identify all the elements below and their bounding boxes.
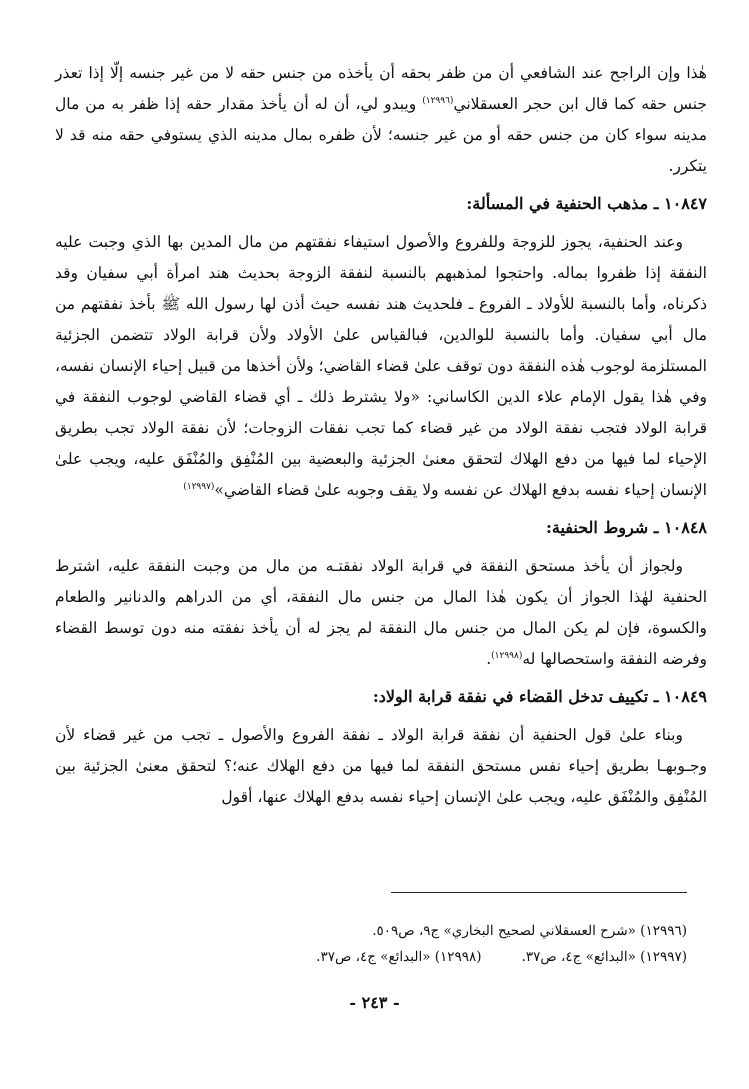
section-heading-10847: ١٠٨٤٧ ـ مذهب الحنفية في المسألة:: [466, 194, 707, 213]
paragraph-1: [55, 58, 707, 182]
footnote-ref-12996[interactable]: (١٢٩٩٦): [422, 95, 454, 106]
paragraph-3-text: ولجواز أن يأخذ مستحق النفقة في قرابة الولاد نفقتـه من مال من وجبت النفقة عليه، اشترط الحنفية لهٰذا الجواز أن يكون هٰذا المال من جنس مال النفقة، أي من الدراهم والدنانير والطعام والكسوة، فإن لم يكن المال من جنس مال النفقة لم يجز له أن يأخذ نفقته منه دون توسط القضاء وفرضه النفقة واستحصالها له: [55, 557, 707, 668]
paragraph-3: ولجواز أن يأخذ مستحق النفقة في قرابة الولاد نفقتـه من مال من وجبت النفقة عليه، اشترط الحنفية لهٰذا الجواز أن يكون هٰذا المال من جنس مال النفقة، أي من الدراهم والدنانير والطعام والكسوة، فإن لم يكن المال من جنس مال النفقة لم يجز له أن يأخذ نفقته منه دون توسط القضاء وفرضه النفقة واستحصالها له$^{(١٢٩٩٨)}$.: [55, 557, 707, 668]
section-heading-10848: ١٠٨٤٨ ـ شروط الحنفية:: [545, 518, 707, 537]
paragraph-2-text: وعند الحنفية، يجوز للزوجة وللفروع والأصول استيفاء نفقتهم من مال المدين بها الذي وجبت عليه النفقة إذا ظفروا بماله. واحتجوا لمذهبهم بالنسبة لنفقة الزوجة بحديث هند امرأة أبي سفيان وقد ذكرناه، وأما بالنسبة للأولاد ـ الفروع ـ فلحديث هند نفسه حيث أذن لها رسول الله ﷺ بأخذ نفقتهم من مال أبي سفيان. وأما بالنسبة للوالدين، فبالقياس علىٰ الأولاد ولأن قرابة الولاد تتضمن الجزئية المستلزمة لوجوب هٰذه النفقة دون توقف علىٰ قضاء القاضي؛ ولأن أخذها من قبيل إحياء الإنسان نفسه، وفي هٰذا يقول الإمام علاء الدين الكاساني: «ولا يشترط ذلك ـ أي قضاء القاضي لوجوب النفقة في قرابة الولاد فتجب نفقة الولاد من غير قضاء كما تجب نفقات الزوجات؛ لأن نفقة الولاد تجب بطريق الإحياء لما فيها من دفع الهلاك لتحقق معنىٰ الجزئية والبعضية بين المُنْفِق والمُنْفَق عليه، ويجب علىٰ الإنسان إحياء نفسه بدفع الهلاك عن نفسه ولا يقف وجوبه علىٰ قضاء القاضي»: [55, 233, 707, 499]
paragraph-1-text: هٰذا وإن الراجح عند الشافعي أن من ظفر بحقه أن يأخذه من جنس حقه لا من غير جنسه إلّا إذا تعذر جنس حقه كما قال ابن حجر العسقلاني: [55, 64, 707, 113]
paragraph-4: [55, 720, 707, 813]
page-number: - ٢٤٣ -: [349, 993, 400, 1012]
paragraph-1-continuation: ويبدو لي، أن له أن يأخذ مقدار حقه إذا ظفر به من مال مدينه سواء كان من جنس حقه أو من غير جنسه؛ لأن ظفره بمال مدينه الذي يستوفي حقه منه قد لا يتكرر.: [55, 95, 707, 175]
footnote-divider: [391, 892, 687, 893]
footnote-12996: (١٢٩٩٦) «شرح العسقلاني لصحيح البخاري» ج٩، ص٥٠٩.: [372, 923, 687, 939]
footnote-ref-12998[interactable]: (١٢٩٩٨): [491, 650, 523, 661]
paragraph-4-text: وبناء علىٰ قول الحنفية أن نفقة قرابة الولاد ـ نفقة الفروع والأصول ـ تجب من غير قضاء لأن وجـوبهـا بطريق إحياء نفس مستحق النفقة لما فيها من دفع الهلاك عنه؛؟ لتحقق معنىٰ الجزئية بين المُنْفِق والمُنْفَق عليه، ويجب علىٰ الإنسان إحياء نفسه بدفع الهلاك عنها، أقول: [55, 726, 707, 806]
footnote-row-2: [87, 944, 687, 970]
paragraph-2: [55, 227, 707, 506]
footnote-12997: (١٢٩٩٧) «البدائع» ج٤، ص٣٧.: [521, 949, 687, 965]
section-heading-10849: ١٠٨٤٩ ـ تكييف تدخل القضاء في نفقة قرابة الولاد:: [372, 687, 707, 706]
footnote-12998: (١٢٩٩٨) «البدائع» ج٤، ص٣٧.: [316, 949, 482, 965]
footnote-ref-12997[interactable]: (١٢٩٩٧): [183, 481, 215, 492]
footnote-row-1: [87, 918, 687, 944]
footnotes: [87, 918, 687, 970]
page-body: [55, 58, 707, 813]
